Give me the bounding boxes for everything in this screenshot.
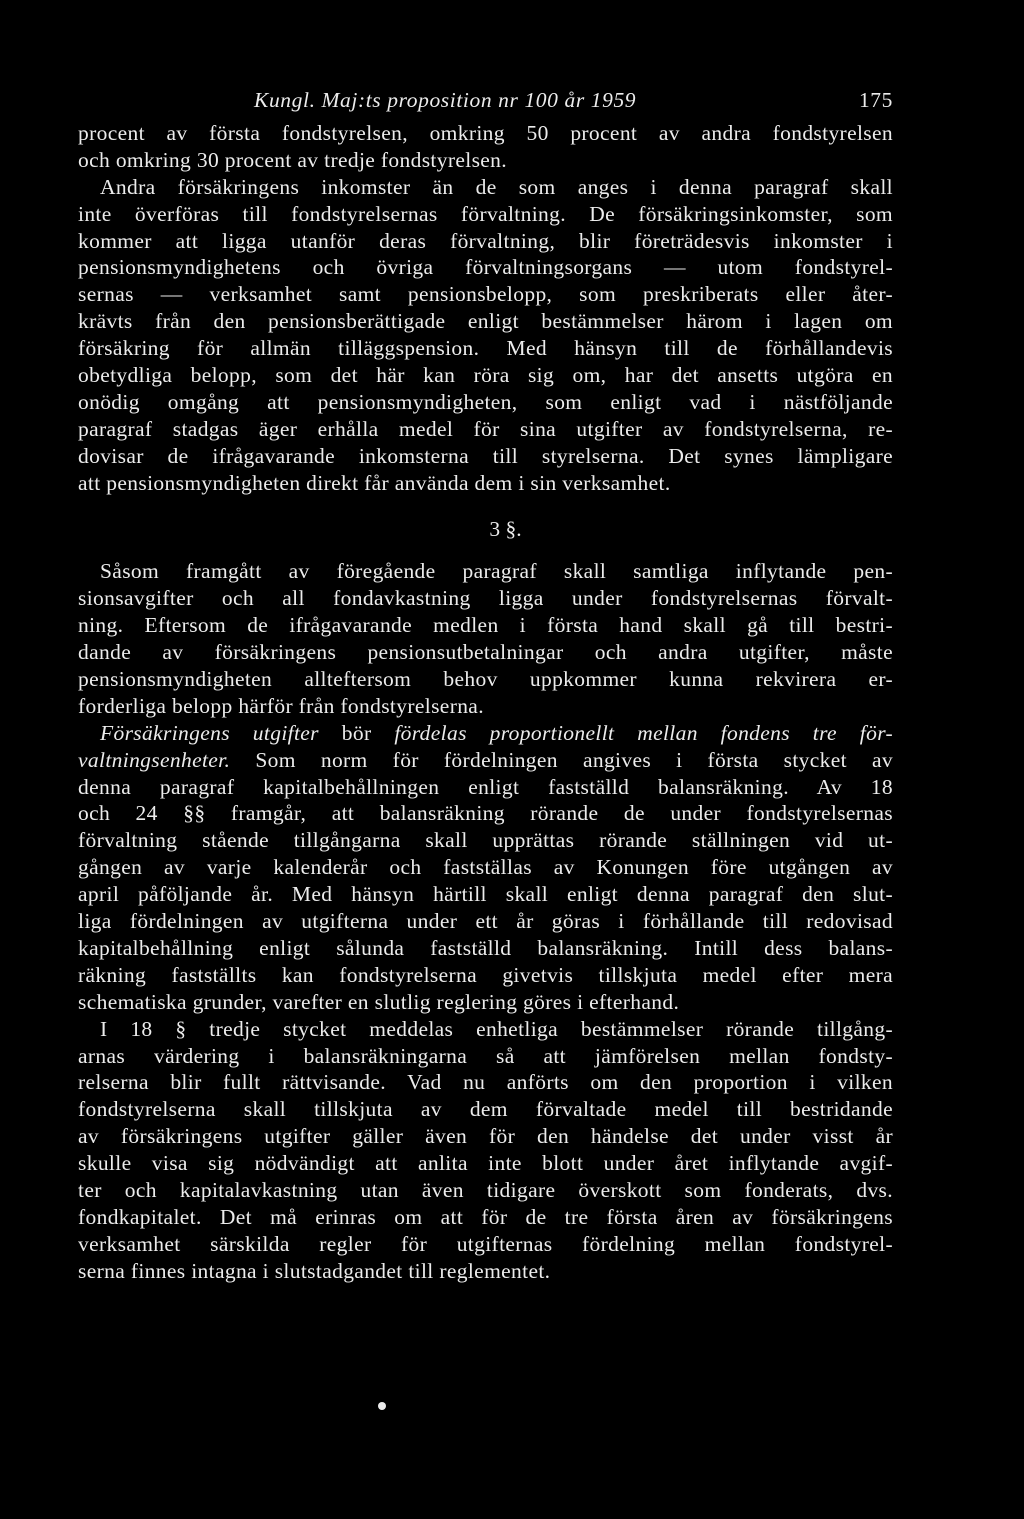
text-line: relserna blir fullt rättvisande. Vad nu anförts om den proportion i vilken: [78, 1070, 893, 1095]
paragraph-1: [78, 120, 893, 174]
text-line: och omkring 30 procent av tredje fondstyrelsen.: [78, 147, 508, 172]
text-line: [78, 747, 893, 774]
paragraph-2: [78, 174, 893, 497]
document-page: [78, 84, 893, 1285]
text-line: kommer att ligga utanför deras förvaltning, blir företrädesvis inkomster i: [78, 228, 893, 253]
text-line: av försäkringens utgifter gäller även för den händelse det under visst år: [78, 1124, 893, 1149]
italic-phrase: valtningsenheter.: [78, 747, 231, 772]
text-line: förvaltning stående tillgångarna skall upprättas rörande ställningen vid ut-: [78, 828, 893, 853]
text-line: I 18 § tredje stycket meddelas enhetliga bestämmelser rörande tillgång-: [100, 1016, 893, 1041]
text-line: skulle visa sig nödvändigt att anlita inte blott under året inflytande avgif-: [78, 1151, 893, 1176]
text-line: krävts från den pensionsberättigade enligt bestämmelser härom i lagen om: [78, 309, 893, 334]
text-line: kapitalbehållning enligt sålunda fastställd balansräkning. Intill dess balans-: [78, 935, 893, 960]
text-line: sionsavgifter och all fondavkastning ligga under fondstyrelsernas förvalt-: [78, 586, 893, 611]
text-line: verksamhet särskilda regler för utgifternas fördelning mellan fondstyrel-: [78, 1231, 893, 1256]
text-line: paragraf stadgas äger erhålla medel för sina utgifter av fondstyrelserna, re-: [78, 416, 893, 441]
paragraph-3: [78, 558, 893, 719]
text-line: försäkring för allmän tilläggspension. Med hänsyn till de förhållandevis: [78, 336, 893, 361]
text-line: fondkapitalet. Det må erinras om att för de tre första åren av försäkringens: [78, 1204, 893, 1229]
text-line: forderliga belopp härför från fondstyrelserna.: [78, 693, 484, 718]
paragraph-4: [78, 720, 893, 1016]
text-line: sernas — verksamhet samt pensionsbelopp, som preskriberats eller åter-: [78, 282, 893, 307]
text-line: ter och kapitalavkastning utan även tidigare överskott som fonderats, dvs.: [78, 1177, 893, 1202]
text-line: inte överföras till fondstyrelsernas förvaltning. De försäkringsinkomster, som: [78, 201, 893, 226]
text-line: dovisar de ifrågavarande inkomsterna till styrelserna. Det synes lämpligare: [78, 443, 893, 468]
italic-phrase: fördelas proportionellt mellan fondens tre för-: [394, 720, 893, 745]
text-line: obetydliga belopp, som det här kan röra sig om, har det ansetts utgöra en: [78, 363, 893, 388]
text-line: räkning fastställts kan fondstyrelserna givetvis tillskjuta medel efter mera: [78, 962, 893, 987]
text-line: gången av varje kalenderår och fastställas av Konungen före utgången av: [78, 855, 893, 880]
text-line: och 24 §§ framgår, att balansräkning rörande de under fondstyrelsernas: [78, 801, 893, 826]
plain-phrase: Som norm för fördelningen angives i första stycket av: [255, 747, 894, 772]
text-line: onödig omgång att pensionsmyndigheten, som enligt vad i nästföljande: [78, 389, 893, 414]
text-line: denna paragraf kapitalbehållningen enligt fastställd balansräkning. Av 18: [78, 774, 893, 799]
paragraph-5: [78, 1016, 893, 1285]
italic-phrase: Försäkringens utgifter: [100, 720, 319, 745]
text-line: [78, 720, 893, 747]
text-line: Andra försäkringens inkomster än de som anges i denna paragraf skall: [100, 174, 893, 199]
text-line: pensionsmyndighetens och övriga förvaltningsorgans — utom fondstyrel-: [78, 255, 893, 280]
text-line: att pensionsmyndigheten direkt får använda dem i sin verksamhet.: [78, 470, 671, 495]
text-line: april påföljande år. Med hänsyn härtill skall enligt denna paragraf den slut-: [78, 882, 893, 907]
text-line: Såsom framgått av föregående paragraf skall samtliga inflytande pen-: [100, 559, 893, 584]
text-line: arnas värdering i balansräkningarna så att jämförelsen mellan fondsty-: [78, 1043, 893, 1068]
text-line: schematiska grunder, varefter en slutlig reglering göres i efterhand.: [78, 989, 680, 1014]
text-line: ning. Eftersom de ifrågavarande medlen i första hand skall gå till bestri-: [78, 613, 893, 638]
text-line: procent av första fondstyrelsen, omkring 50 procent av andra fondstyrelsen: [78, 121, 893, 145]
page-header: [78, 84, 893, 120]
page-number: 175: [858, 88, 893, 112]
scan-speck: [378, 1402, 386, 1410]
plain-phrase: bör: [341, 720, 372, 745]
text-line: pensionsmyndigheten allteftersom behov uppkommer kunna rekvirera er-: [78, 667, 893, 692]
text-line: fondstyrelserna skall tillskjuta av dem förvaltade medel till bestridande: [78, 1097, 893, 1122]
running-title: Kungl. Maj:ts proposition nr 100 år 1959: [254, 88, 637, 112]
text-line: liga fördelningen av utgifterna under ett år göras i förhållande till redovisad: [78, 909, 893, 934]
text-line: serna finnes intagna i slutstadgandet till reglementet.: [78, 1258, 551, 1283]
text-line: dande av försäkringens pensionsutbetalningar och andra utgifter, måste: [78, 640, 893, 665]
section-heading: 3 §.: [489, 517, 522, 542]
